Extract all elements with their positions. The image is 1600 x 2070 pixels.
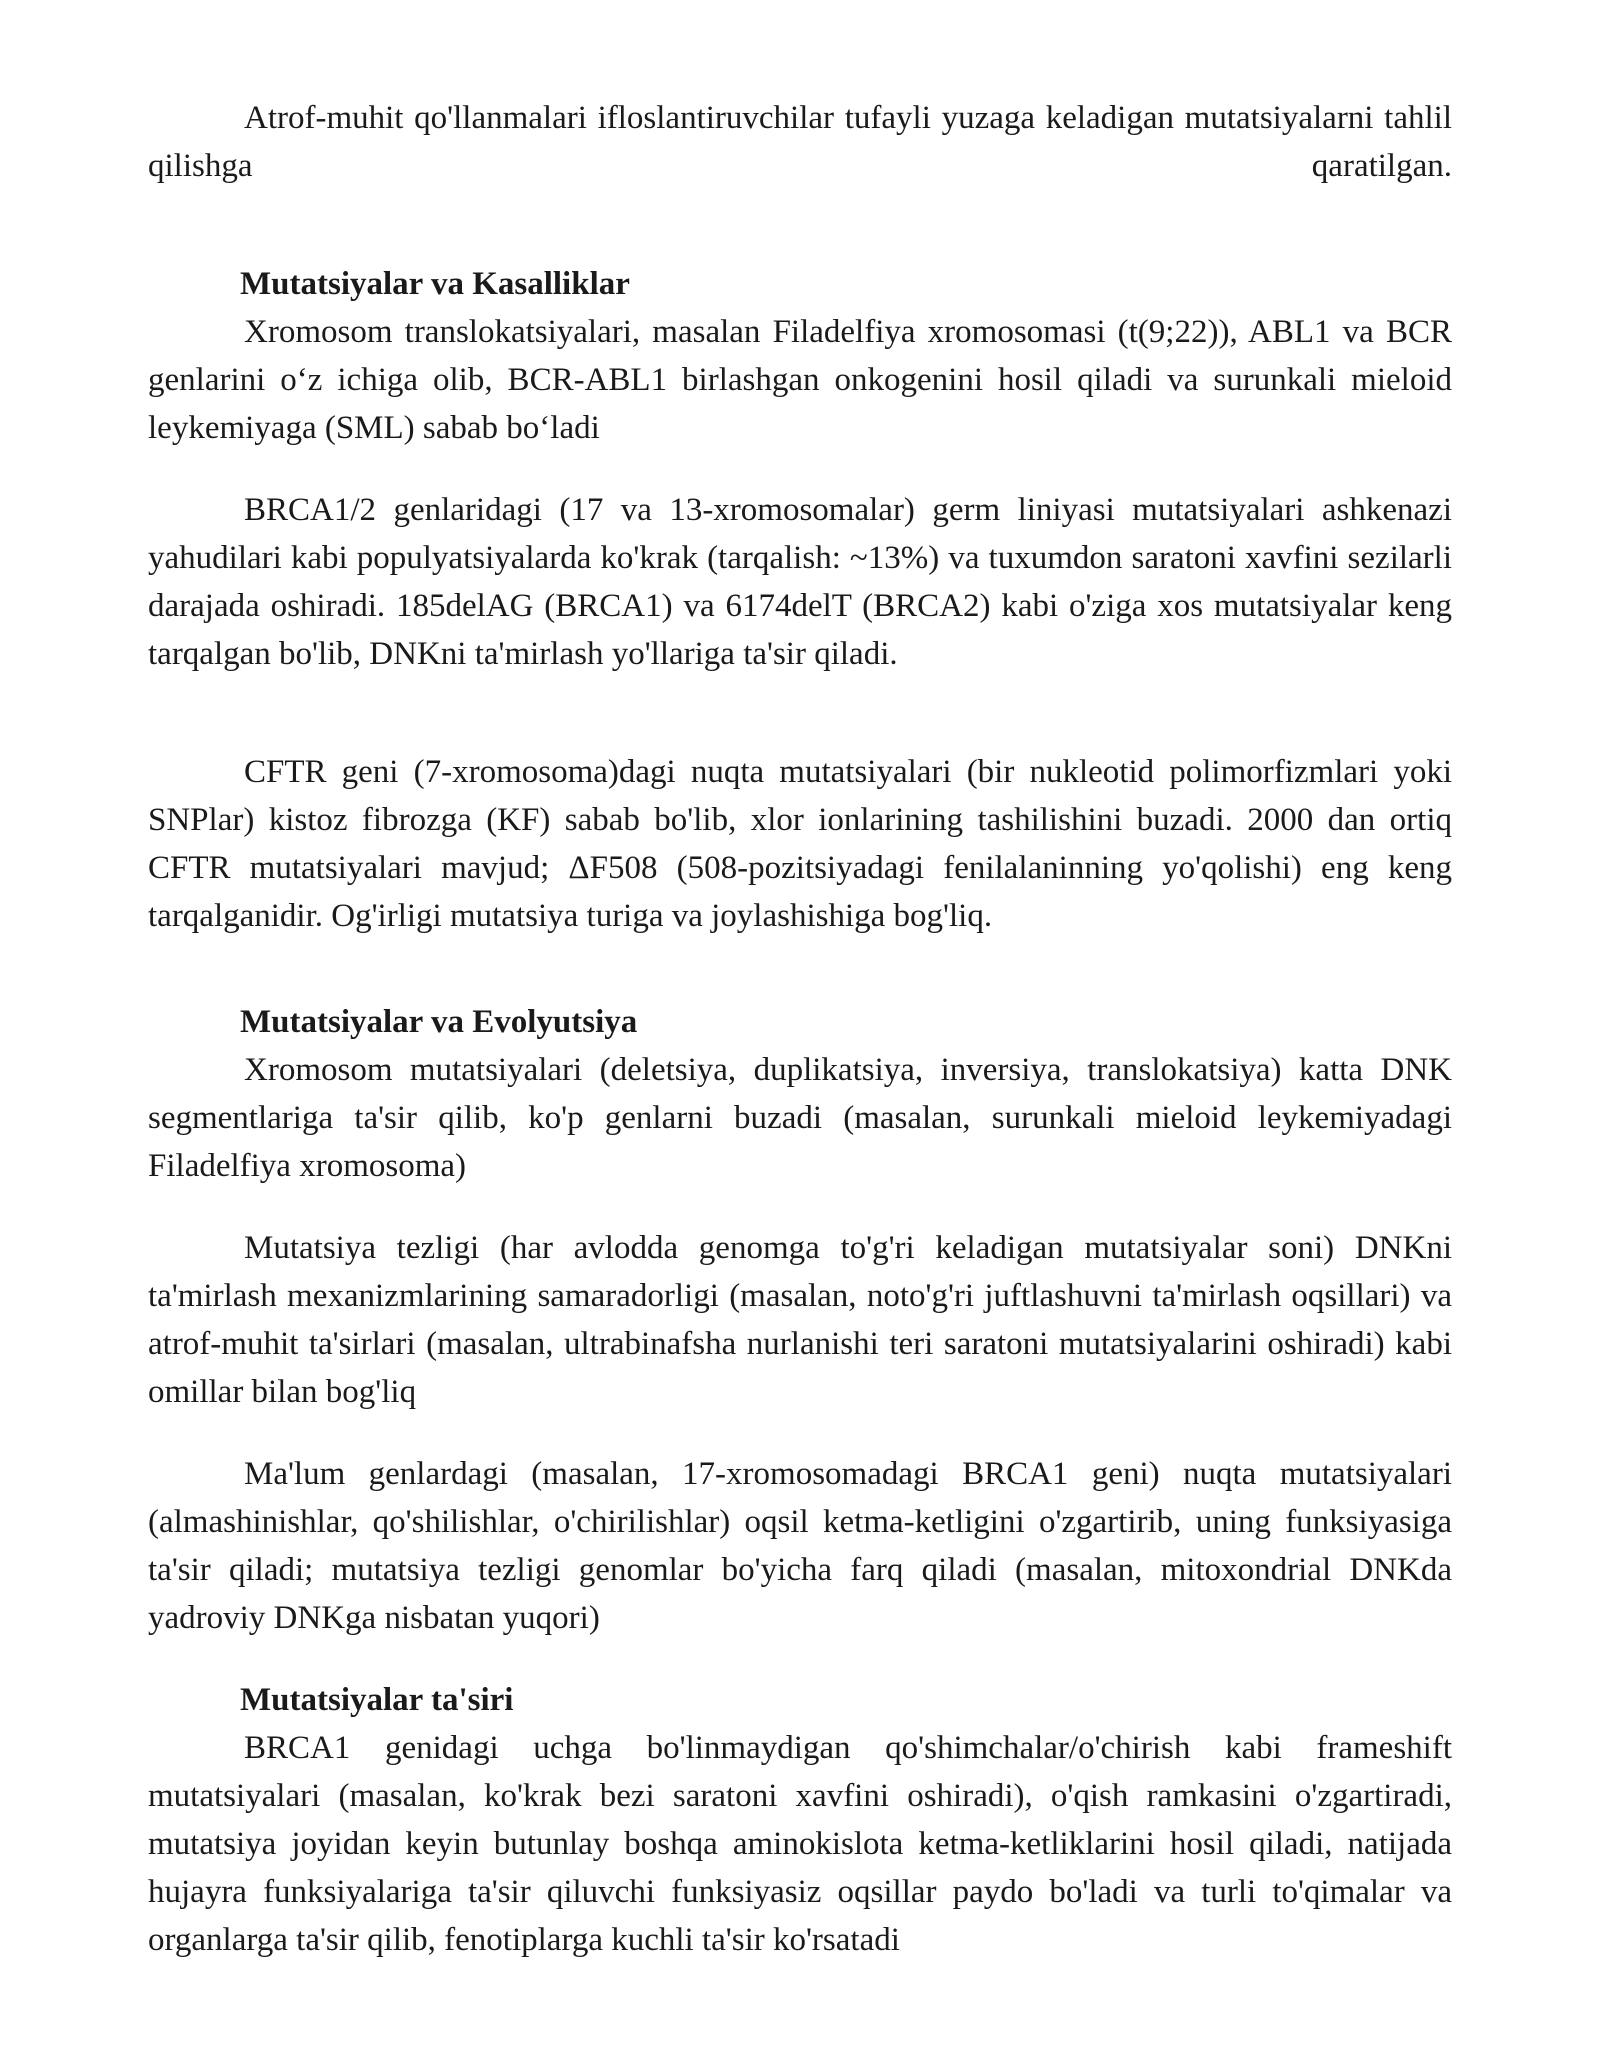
paragraph-brca: BRCA1/2 genlaridagi (17 va 13-xromosomalar) germ liniyasi mutatsiyalari ashkenazi yahudilari kabi populyatsiyalarda ko'krak (tarqalish: ~13%) va tuxumdon saratoni xavfini sezilarli darajada oshiradi. 185delAG (BRCA1) va 6174delT (BRCA2) kabi o'ziga xos mutatsiyalar keng tarqalgan bo'lib, DNKni ta'mirlash yo'llariga ta'sir qiladi. <box>148 492 1452 672</box>
section-heading-evolyutsiya: Mutatsiyalar va Evolyutsiya <box>240 1004 638 1040</box>
spacer <box>148 1190 1452 1224</box>
spacer <box>148 190 1452 260</box>
document-page <box>148 94 1452 1964</box>
spacer <box>148 452 1452 486</box>
paragraph-cftr: CFTR geni (7-xromosoma)dagi nuqta mutatsiyalari (bir nukleotid polimorfizmlari yoki SNPlar) kistoz fibrozga (KF) sabab bo'lib, xlor ionlarining tashilishini buzadi. 2000 dan ortiq CFTR mutatsiyalari mavjud; ΔF508 (508-pozitsiyadagi fenilalaninning yo'qolishi) eng keng tarqalganidir. Og'irligi mutatsiya turiga va joylashishiga bog'liq. <box>148 754 1452 934</box>
paragraph-xromosom-mutatsiyalari: Xromosom mutatsiyalari (deletsiya, duplikatsiya, inversiya, translokatsiya) katta DNK segmentlariga ta'sir qilib, ko'p genlarni buzadi (masalan, surunkali mieloid leykemiyadagi Filadelfiya xromosoma) <box>148 1052 1452 1184</box>
section-heading-tasiri: Mutatsiyalar ta'siri <box>240 1682 514 1718</box>
paragraph-frameshift: BRCA1 genidagi uchga bo'linmaydigan qo'shimchalar/o'chirish kabi frameshift mutatsiyalari (masalan, ko'krak bezi saratoni xavfini oshiradi), o'qish ramkasini o'zgartiradi, mutatsiya joyidan keyin butunlay boshqa aminokislota ketma-ketliklarini hosil qiladi, natijada hujayra funksiyalariga ta'sir qiluvchi funksiyasiz oqsillar paydo bo'ladi va turli to'qimalar va organlarga ta'sir qilib, fenotiplarga kuchli ta'sir ko'rsatadi <box>148 1730 1452 1958</box>
section-heading-kasalliklar: Mutatsiyalar va Kasalliklar <box>240 266 630 302</box>
spacer <box>148 1416 1452 1450</box>
intro-paragraph: Atrof-muhit qo'llanmalari ifloslantiruvchilar tufayli yuzaga keladigan mutatsiyalarni tahlil qilishga qaratilgan. <box>148 100 1452 184</box>
spacer <box>148 678 1452 748</box>
paragraph-mutatsiya-tezligi: Mutatsiya tezligi (har avlodda genomga to'g'ri keladigan mutatsiyalar soni) DNKni ta'mirlash mexanizmlarining samaradorligi (masalan, noto'g'ri juftlashuvni ta'mirlash oqsillari) va atrof-muhit ta'sirlari (masalan, ultrabinafsha nurlanishi teri saratoni mutatsiyalarini oshiradi) kabi omillar bilan bog'liq <box>148 1230 1452 1410</box>
spacer <box>148 940 1452 998</box>
paragraph-nuqta-mutatsiyalari: Ma'lum genlardagi (masalan, 17-xromosomadagi BRCA1 geni) nuqta mutatsiyalari (almashinishlar, qo'shilishlar, o'chirilishlar) oqsil ketma-ketligini o'zgartirib, uning funksiyasiga ta'sir qiladi; mutatsiya tezligi genomlar bo'yicha farq qiladi (masalan, mitoxondrial DNKda yadroviy DNKga nisbatan yuqori) <box>148 1456 1452 1636</box>
spacer <box>148 1642 1452 1676</box>
paragraph-translokatsiya: Xromosom translokatsiyalari, masalan Filadelfiya xromosomasi (t(9;22)), ABL1 va BCR genlarini o‘z ichiga olib, BCR-ABL1 birlashgan onkogenini hosil qiladi va surunkali mieloid leykemiyaga (SML) sabab bo‘ladi <box>148 314 1452 446</box>
